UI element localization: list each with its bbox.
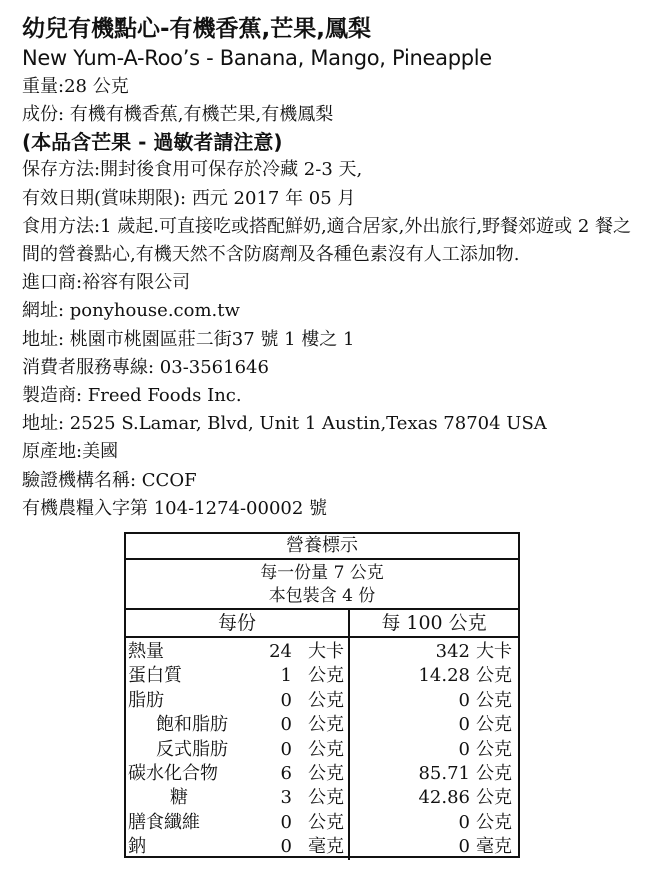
manufacturer-line: 製造商: Freed Foods Inc. bbox=[22, 385, 242, 407]
nutrient-name: 碳水化合物 bbox=[128, 762, 218, 784]
per-serving-value: 1 bbox=[280, 665, 292, 687]
nutrition-row bbox=[350, 738, 518, 762]
ingredients-line: 成份: 有機有機香蕉,有機芒果,有機鳳梨 bbox=[22, 104, 334, 126]
nutrition-row bbox=[126, 835, 348, 859]
per-serving-value: 24 bbox=[269, 641, 292, 662]
nutrient-name: 蛋白質 bbox=[128, 665, 182, 687]
nutrition-row bbox=[126, 713, 348, 737]
per-serving-unit: 公克 bbox=[308, 762, 344, 784]
per-100g-unit: 公克 bbox=[476, 689, 512, 711]
per-100g-unit: 公克 bbox=[476, 714, 512, 736]
per-100g-value: 85.71 bbox=[418, 762, 470, 784]
nutrition-row bbox=[350, 762, 518, 786]
manufacturer-address-line: 地址: 2525 S.Lamar, Blvd, Unit 1 Austin,Texas 78704 USA bbox=[22, 413, 547, 435]
nutrient-name: 糖 bbox=[170, 787, 188, 809]
nutrition-column-headers bbox=[126, 610, 518, 638]
nutrition-row bbox=[126, 738, 348, 762]
per-serving-value: 0 bbox=[280, 836, 292, 858]
website-line: 網址: ponyhouse.com.tw bbox=[22, 300, 240, 322]
per-100g-unit: 大卡 bbox=[476, 641, 512, 662]
per-100g-value: 0 bbox=[458, 836, 470, 858]
per-serving-column bbox=[126, 638, 350, 860]
per-100g-value: 0 bbox=[458, 689, 470, 711]
per-100g-value: 0 bbox=[458, 811, 470, 833]
nutrition-row bbox=[350, 811, 518, 835]
per-100g-value: 0 bbox=[458, 738, 470, 760]
per-serving-value: 3 bbox=[280, 787, 292, 809]
per-100g-unit: 公克 bbox=[476, 762, 512, 784]
nutrition-row bbox=[350, 835, 518, 859]
nutrient-name: 熱量 bbox=[128, 641, 164, 662]
weight-line: 重量:28 公克 bbox=[22, 76, 129, 97]
nutrient-name: 鈉 bbox=[128, 836, 146, 858]
nutrition-row bbox=[126, 762, 348, 786]
per-serving-header: 每份 bbox=[126, 610, 350, 636]
per-serving-unit: 公克 bbox=[308, 665, 344, 687]
nutrient-name: 飽和脂肪 bbox=[156, 714, 228, 736]
per-100g-value: 42.86 bbox=[418, 787, 470, 809]
nutrition-facts-table bbox=[124, 532, 520, 858]
serving-size: 每一份量 7 公克 bbox=[260, 563, 384, 583]
nutrition-body bbox=[126, 638, 518, 860]
nutrition-row bbox=[350, 713, 518, 737]
nutrition-heading: 營養標示 bbox=[126, 534, 518, 560]
per-100g-value: 342 bbox=[435, 641, 470, 662]
per-100g-unit: 毫克 bbox=[476, 836, 512, 858]
importer-line: 進口商:裕容有限公司 bbox=[22, 272, 191, 294]
servings-per-package: 本包裝含 4 份 bbox=[268, 586, 376, 606]
nutrition-row bbox=[126, 664, 348, 688]
per-serving-unit: 公克 bbox=[308, 811, 344, 833]
nutrition-row bbox=[126, 811, 348, 835]
per-serving-unit: 公克 bbox=[308, 787, 344, 809]
per-100g-unit: 公克 bbox=[476, 738, 512, 760]
per-serving-value: 0 bbox=[280, 689, 292, 711]
per-100g-value: 0 bbox=[458, 714, 470, 736]
per-100g-unit: 公克 bbox=[476, 811, 512, 833]
allergen-warning: (本品含芒果 - 過敏者請注意) bbox=[22, 130, 283, 155]
per-100g-column bbox=[350, 638, 518, 860]
storage-line: 保存方法:開封後食用可保存於冷藏 2-3 天, bbox=[22, 159, 363, 181]
product-label bbox=[22, 14, 642, 523]
per-serving-value: 0 bbox=[280, 738, 292, 760]
product-title: 幼兒有機點心-有機香蕉,芒果,鳳梨 bbox=[22, 16, 372, 42]
per-100g-unit: 公克 bbox=[476, 787, 512, 809]
nutrient-name: 脂肪 bbox=[128, 689, 164, 711]
nutrition-row bbox=[126, 689, 348, 713]
per-serving-value: 0 bbox=[280, 714, 292, 736]
origin-line: 原產地:美國 bbox=[22, 441, 119, 463]
per-serving-unit: 大卡 bbox=[308, 641, 344, 662]
address-line: 地址: 桃園市桃園區莊二街37 號 1 樓之 1 bbox=[22, 328, 355, 350]
nutrition-row bbox=[350, 664, 518, 688]
nutrition-row bbox=[126, 640, 348, 664]
per-serving-unit: 毫克 bbox=[308, 836, 344, 858]
per-serving-unit: 公克 bbox=[308, 738, 344, 760]
cert-number-line: 有機農糧入字第 104-1274-00002 號 bbox=[22, 497, 328, 519]
usage-paragraph: 食用方法:1 歲起.可直接吃或搭配鮮奶,適合居家,外出旅行,野餐郊遊或 2 餐之間的營養點心,有機天然不含防腐劑及各種色素沒有人工添加物. bbox=[22, 215, 632, 266]
hotline-line: 消費者服務專線: 03-3561646 bbox=[22, 356, 269, 378]
per-serving-value: 0 bbox=[280, 811, 292, 833]
per-100g-unit: 公克 bbox=[476, 665, 512, 687]
serving-info bbox=[126, 560, 518, 610]
per-100g-header: 每 100 公克 bbox=[381, 612, 487, 634]
nutrition-row bbox=[126, 786, 348, 810]
product-english-title: New Yum-A-Roo’s - Banana, Mango, Pineapple bbox=[22, 46, 492, 70]
nutrient-name: 反式脂肪 bbox=[156, 738, 228, 760]
per-100g-value: 14.28 bbox=[418, 665, 470, 687]
expiry-line: 有效日期(賞味期限): 西元 2017 年 05 月 bbox=[22, 187, 356, 209]
nutrition-row bbox=[350, 689, 518, 713]
per-serving-unit: 公克 bbox=[308, 689, 344, 711]
nutrition-row bbox=[350, 640, 518, 664]
per-serving-unit: 公克 bbox=[308, 714, 344, 736]
per-serving-value: 6 bbox=[280, 762, 292, 784]
nutrition-row bbox=[350, 786, 518, 810]
nutrient-name: 膳食纖維 bbox=[128, 811, 200, 833]
cert-body-line: 驗證機構名稱: CCOF bbox=[22, 469, 197, 491]
